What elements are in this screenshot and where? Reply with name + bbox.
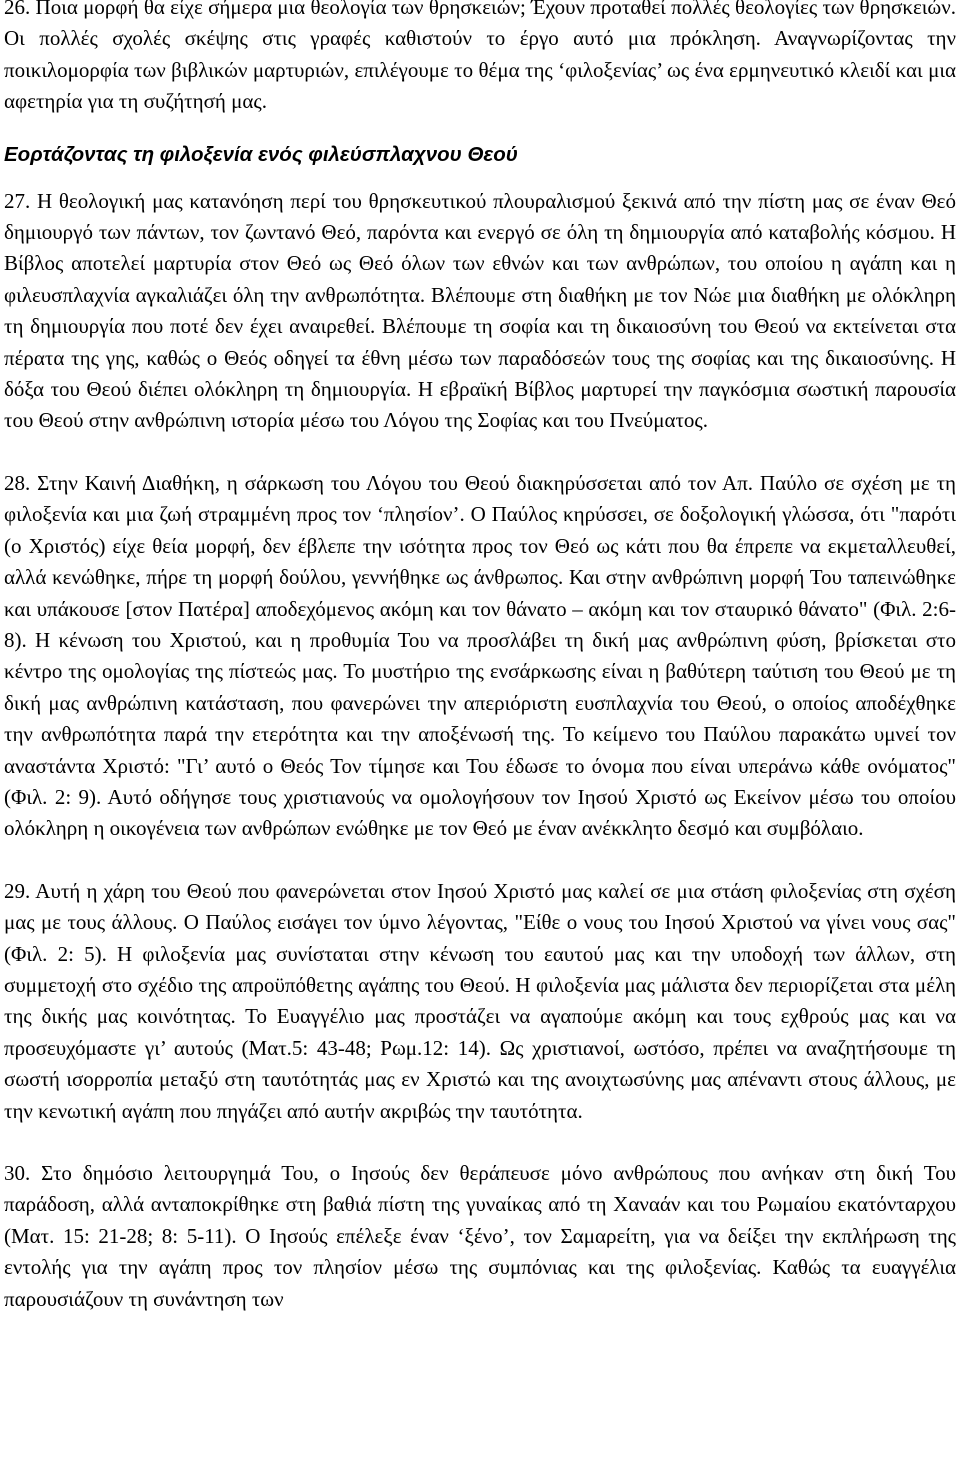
paragraph-30: 30. Στο δημόσιο λειτουργημά Του, ο Ιησούς δεν θεράπευσε μόνο ανθρώπους που ανήκαν στη δική Του παράδοση, αλλά ανταποκρίθηκε στη βαθιά πίστη της γυναίκας από τη Χαναάν και του Ρωμαίου εκατόνταρχου (Ματ. 15: 21-28; 8: 5-11). Ο Ιησούς επέλεξε έναν ‘ξένο’, τον Σαμαρείτη, για να δείξει την εκπλήρωση της εντολής για την αγάπη προς τον πλησίον μέσω της συμπόνιας και της φιλοξενίας. Καθώς τα ευαγγέλια παρουσιάζουν τη συνάντηση των bbox=[4, 1161, 956, 1311]
paragraph-26: 26. Ποια μορφή θα είχε σήμερα μια θεολογία των θρησκειών; Έχουν προταθεί πολλές θεολογίες των θρησκειών. Οι πολλές σχολές σκέψης στις γραφές καθιστούν το έργο αυτό μια πρόκληση. Αναγνωρίζοντας την ποικιλομορφία των βιβλικών μαρτυριών, επιλέγουμε το θέμα της ‘φιλοξενίας’ ως ένα ερμηνευτικό κλειδί και μια αφετηρία για τη συζήτησή μας. bbox=[4, 0, 956, 114]
document-page bbox=[4, 0, 956, 1315]
paragraph-27: 27. Η θεολογική μας κατανόηση περί του θρησκευτικού πλουραλισμού ξεκινά από την πίστη μας σε έναν Θεό δημιουργό των πάντων, τον ζωντανό Θεό, παρόντα και ενεργό σε όλη τη δημιουργία από καταβολής κόσμου. Η Βίβλος αποτελεί μαρτυρία στον Θεό ως Θεό όλων των εθνών και των ανθρώπων, του οποίου η αγάπη και η φιλευσπλαχνία αγκαλιάζει όλη την ανθρωπότητα. Βλέπουμε στη διαθήκη με τον Νώε μια διαθήκη με ολόκληρη τη δημιουργία που ποτέ δεν έχει αναιρεθεί. Βλέπουμε τη σοφία και τη δικαιοσύνη του Θεού να εκτείνεται στα πέρατα της γης, καθώς ο Θεός οδηγεί τα έθνη μέσω των παραδόσεών τους της σοφίας και της δικαιοσύνης. Η δόξα του Θεού διέπει ολόκληρη τη δημιουργία. Η εβραϊκή Βίβλος μαρτυρεί την παγκόσμια σωστική παρουσία του Θεού στην ανθρώπινη ιστορία μέσω του Λόγου της Σοφίας και του Πνεύματος. bbox=[4, 188, 956, 433]
paragraph-29: 29. Αυτή η χάρη του Θεού που φανερώνεται στον Ιησού Χριστό μας καλεί σε μια στάση φιλοξενίας στη σχέση μας με τους άλλους. Ο Παύλος εισάγει τον ύμνο λέγοντας, "Είθε ο νους του Ιησού Χριστού να γίνει νους σας" (Φιλ. 2: 5). Η φιλοξενία μας συνίσταται στην κένωση του εαυτού μας και την υποδοχή των άλλων, στη συμμετοχή στο σχέδιο της απροϋπόθετης αγάπης του Θεού. Η φιλοξενία μας μάλιστα δεν περιορίζεται στα μέλη της δικής μας κοινότητας. Το Ευαγγέλιο μας προστάζει να αγαπούμε ακόμη και τους εχθρούς μας και να προσευχόμαστε γι’ αυτούς (Ματ.5: 43-48; Ρωμ.12: 14). Ως χριστιανοί, ωστόσο, πρέπει να αναζητήσουμε τη σωστή ισορροπία μεταξύ στη ταυτότητάς μας εν Χριστώ και της ανοιχτωσύνης μας απέναντι στους άλλους, με την κενωτική αγάπη που πηγάζει από αυτήν ακριβώς την ταυτότητα. bbox=[4, 878, 956, 1123]
paragraph-28: 28. Στην Καινή Διαθήκη, η σάρκωση του Λόγου του Θεού διακηρύσσεται από τον Απ. Παύλο σε σχέση με τη φιλοξενία και μια ζωή στραμμένη προς τον ‘πλησίον’. Ο Παύλος κηρύσσει, σε δοξολογική γλώσσα, ότι "παρότι (ο Χριστός) είχε θεία μορφή, δεν έβλεπε την ισότητα προς τον Θεό ως κάτι που θα έπρεπε να εκμεταλλευθεί, αλλά κενώθηκε, πήρε τη μορφή δούλου, γεννήθηκε ως άνθρωπος. Και στην ανθρώπινη μορφή Του ταπεινώθηκε και υπάκουσε [στον Πατέρα] αποδεχόμενος ακόμη και τον θάνατο – ακόμη και τον σταυρικό θάνατο" (Φιλ. 2:6-8). Η κένωση του Χριστού, και η προθυμία Του να προσλάβει τη δική μας ανθρώπινη φύση, βρίσκεται στο κέντρο της ομολογίας της πίστεώς μας. Το μυστήριο της ενσάρκωσης είναι η βαθύτερη ταύτιση του Θεού με τη δική μας ανθρώπινη κατάσταση, που φανερώνει την απεριόριστη ευσπλαχνία του Θεού, ο οποίος αποδέχθηκε την ανθρωπότητα παρά την ετερότητα και την αποξένωσή της. Το κείμενο του Παύλου παρακάτω υμνεί τον αναστάντα Χριστό: "Γι’ αυτό ο Θεός Τον τίμησε και Του έδωσε το όνομα που είναι υπεράνω κάθε ονόματος" (Φιλ. 2: 9). Αυτό οδήγησε τους χριστιανούς να ομολογήσουν τον Ιησού Χριστό ως Εκείνον μέσω του οποίου ολόκληρη η οικογένεια των ανθρώπων ενώθηκε με τον Θεό με έναν ανέκκλητο δεσμό και συμβόλαιο. bbox=[4, 470, 956, 841]
section-heading: Εορτάζοντας τη φιλοξενία ενός φιλεύσπλαχνου Θεού bbox=[4, 142, 518, 166]
